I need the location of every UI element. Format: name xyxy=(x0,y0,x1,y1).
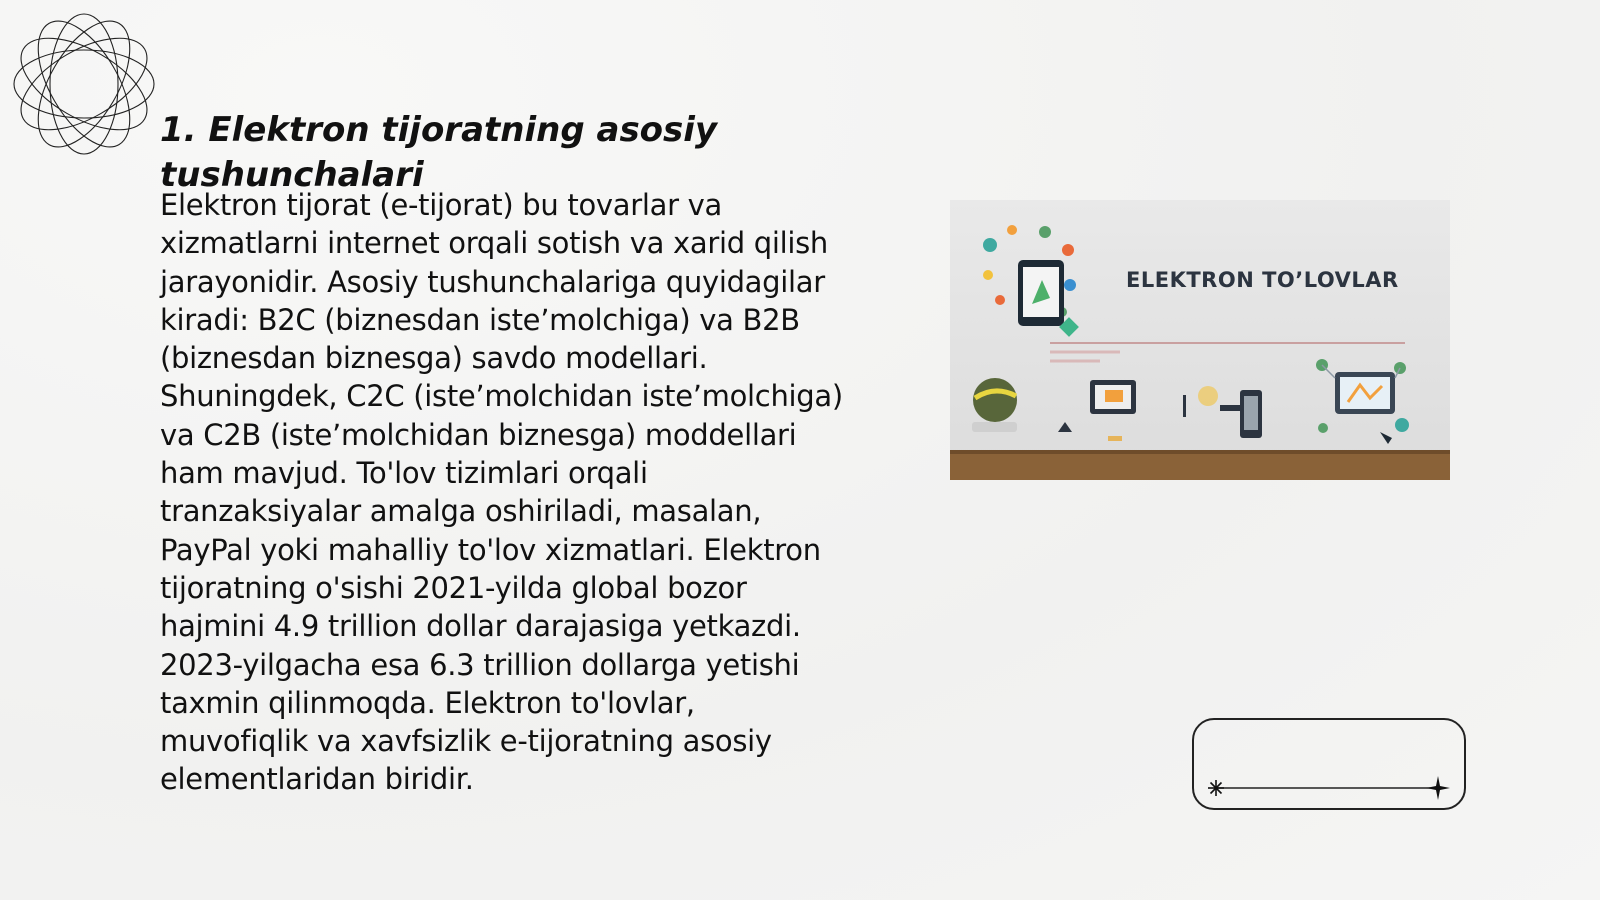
electronic-payments-image xyxy=(950,200,1450,480)
decorative-frame xyxy=(1192,718,1466,810)
slide-title: 1. Elektron tijoratning asosiy tushunchalari xyxy=(160,110,718,195)
starburst-icon xyxy=(1208,780,1224,796)
spirograph-circle-icon xyxy=(10,10,158,158)
payments-illustration xyxy=(950,200,1450,480)
frame-line xyxy=(1192,718,1466,810)
image-heading: ELEKTRON TO’LOVLAR xyxy=(1126,268,1399,292)
slide-body-text: Elektron tijorat (e-tijorat) bu tovarlar va xizmatlarni internet orqali sotish va xarid qilish jarayonidir. Asosiy tushunchalariga quyidagilar kiradi: B2C (biznesdan iste’molchiga) va B2B (biznesdan biznesga) savdo modellari. Shuningdek, C2C (iste’molchidan iste’molchiga) va C2B (iste’molchidan biznesga) moddellari ham mavjud. To'lov tizimlari orqali tranzaksiyalar amalga oshiriladi, masalan, PayPal yoki mahalliy to'lov xizmatlari. Elektron tijoratning o'sishi 2021-yilda global bozor hajmini 4.9 trillion dollar darajasiga yetkazdi. 2023-yilgacha esa 6.3 trillion dollarga yetishi taxmin qilinmoqda. Elektron to'lovlar, muvofiqlik va xavfsizlik e-tijoratning asosiy elementlaridan biridir. xyxy=(160,188,843,797)
sparkle-icon xyxy=(1426,776,1450,800)
